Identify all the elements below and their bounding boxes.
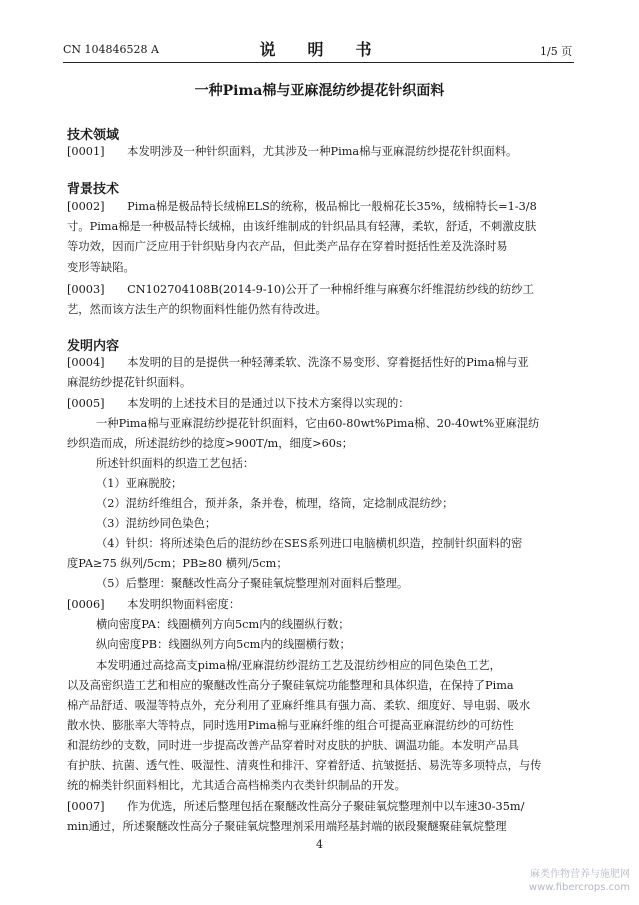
- page-number: 4: [316, 838, 323, 851]
- section-heading-background: 背景技术: [67, 182, 120, 197]
- invention-title: 一种Pima棉与亚麻混纺纱提花针织面料: [194, 83, 445, 99]
- paragraph-0002-line: 变形等缺陷。: [67, 261, 135, 274]
- paragraph-0003-line: [0003] CN102704108B(2014-9-10)公开了一种棉纤维与麻赛尔纤维混纺纱线的纺纱工: [67, 283, 534, 296]
- paragraph-0004-line: 麻混纺纱提花针织面料。: [67, 376, 192, 389]
- paragraph-0001: [0001] 本发明涉及一种针织面料，尤其涉及一种Pima棉与亚麻混纺纱提花针织面料。: [67, 145, 518, 158]
- process-step: （1）亚麻脱胶；: [96, 477, 183, 490]
- process-step: （3）混纺纱同色染色；: [96, 517, 217, 530]
- paragraph-0005-line: 所述针织面料的织造工艺包括：: [96, 457, 255, 470]
- paragraph-0002-line: [0002] Pima棉是极品特长绒棉ELS的统称，极品棉比一般棉花长35%，绒棉特长=1-3/8: [67, 200, 537, 213]
- paragraph-0005-line: [0005] 本发明的上述技术目的是通过以下技术方案得以实现的：: [67, 397, 410, 410]
- document-type-heading: 说 明 书: [259, 40, 380, 59]
- process-step: （5）后整理：聚醚改性高分子聚硅氧烷整理剂对面料后整理。: [96, 577, 409, 590]
- paragraph-0006-line: [0006] 本发明织物面料密度：: [67, 598, 241, 611]
- watermark-site-name: 麻类作物营养与施肥网: [530, 869, 630, 880]
- paragraph-0002-line: 等功效，因而广泛应用于针织贴身内衣产品，但此类产品存在穿着时挺括性差及洗涤时易: [67, 240, 508, 253]
- section-heading-tech-field: 技术领域: [67, 128, 120, 143]
- process-step: （4）针织：将所述染色后的混纺纱在SES系列进口电脑横机织造，控制针织面料的密: [96, 537, 523, 550]
- publication-number: CN 104846528 A: [63, 43, 159, 56]
- paragraph-0006-line: 和混纺纱的支数，同时进一步提高改善产品穿着时对皮肤的护肤、调温功能。本发明产品具: [67, 739, 519, 752]
- paragraph-0006-line: 纵向密度PB：线圈纵列方向5cm内的线圈横行数；: [96, 638, 351, 651]
- section-heading-summary: 发明内容: [67, 339, 120, 354]
- paragraph-0006-line: 有护肤、抗菌、透气性、吸湿性、清爽性和排汗、穿着舒适、抗皱挺括、易洗等多项特点，与传: [67, 759, 542, 772]
- paragraph-0005-line: 纱织造而成，所述混纺纱的捻度>900T/m，细度>60s；: [67, 437, 354, 450]
- process-step: （2）混纺纤维组合，预并条，条并卷，梳理，络筒，定捻制成混纺纱；: [96, 497, 454, 510]
- paragraph-0006-line: 统的棉类针织面料相比，尤其适合高档棉类内衣类针织制品的开发。: [67, 779, 406, 792]
- watermark: [500, 868, 630, 894]
- paragraph-0006-line: 散水快、膨胀率大等特点，同时选用Pima棉与亚麻纤维的组合可提高亚麻混纺纱的可纺性: [67, 719, 514, 732]
- paragraph-0005-line: 一种Pima棉与亚麻混纺纱提花针织面料，它由60-80wt%Pima棉、20-40wt%亚麻混纺: [96, 417, 540, 430]
- paragraph-0006-line: 棉产品舒适、吸湿等特点外，充分利用了亚麻纤维具有强力高、柔软、细度好、导电弱、吸水: [67, 699, 531, 712]
- paragraph-0007-line: [0007] 作为优选，所述后整理包括在聚醚改性高分子聚硅氧烷整理剂中以车速30-35m/: [67, 800, 525, 813]
- paragraph-0006-line: 以及高密织造工艺和相应的聚醚改性高分子聚硅氧烷功能整理和具体织造，在保持了Pima: [67, 679, 514, 692]
- paragraph-0002-line: 寸。Pima棉是一种极品特长绒棉，由该纤维制成的针织品具有轻薄，柔软，舒适，不刺激皮肤: [67, 220, 537, 233]
- paragraph-0003-line: 艺，然而该方法生产的织物面料性能仍然有待改进。: [67, 303, 327, 316]
- header-divider: [63, 62, 574, 63]
- process-step: 度PA≥75 纵列/5cm；PB≥80 横列/5cm；: [67, 557, 288, 570]
- paragraph-0006-line: 横向密度PA：线圈横列方向5cm内的线圈纵行数；: [96, 618, 350, 631]
- page-indicator: 1/5 页: [540, 45, 573, 58]
- paragraph-0007-line: min通过，所述聚醚改性高分子聚硅氧烷整理剂采用端羟基封端的嵌段聚醚聚硅氧烷整理: [67, 820, 507, 833]
- paragraph-0006-line: 本发明通过高捻高支pima棉/亚麻混纺纱混纺工艺及混纺纱相应的同色染色工艺，: [96, 659, 501, 672]
- watermark-url: www.fibercrops.com: [528, 882, 630, 893]
- paragraph-0004-line: [0004] 本发明的目的是提供一种轻薄柔软、洗涤不易变形、穿着挺括性好的Pima棉与亚: [67, 356, 529, 369]
